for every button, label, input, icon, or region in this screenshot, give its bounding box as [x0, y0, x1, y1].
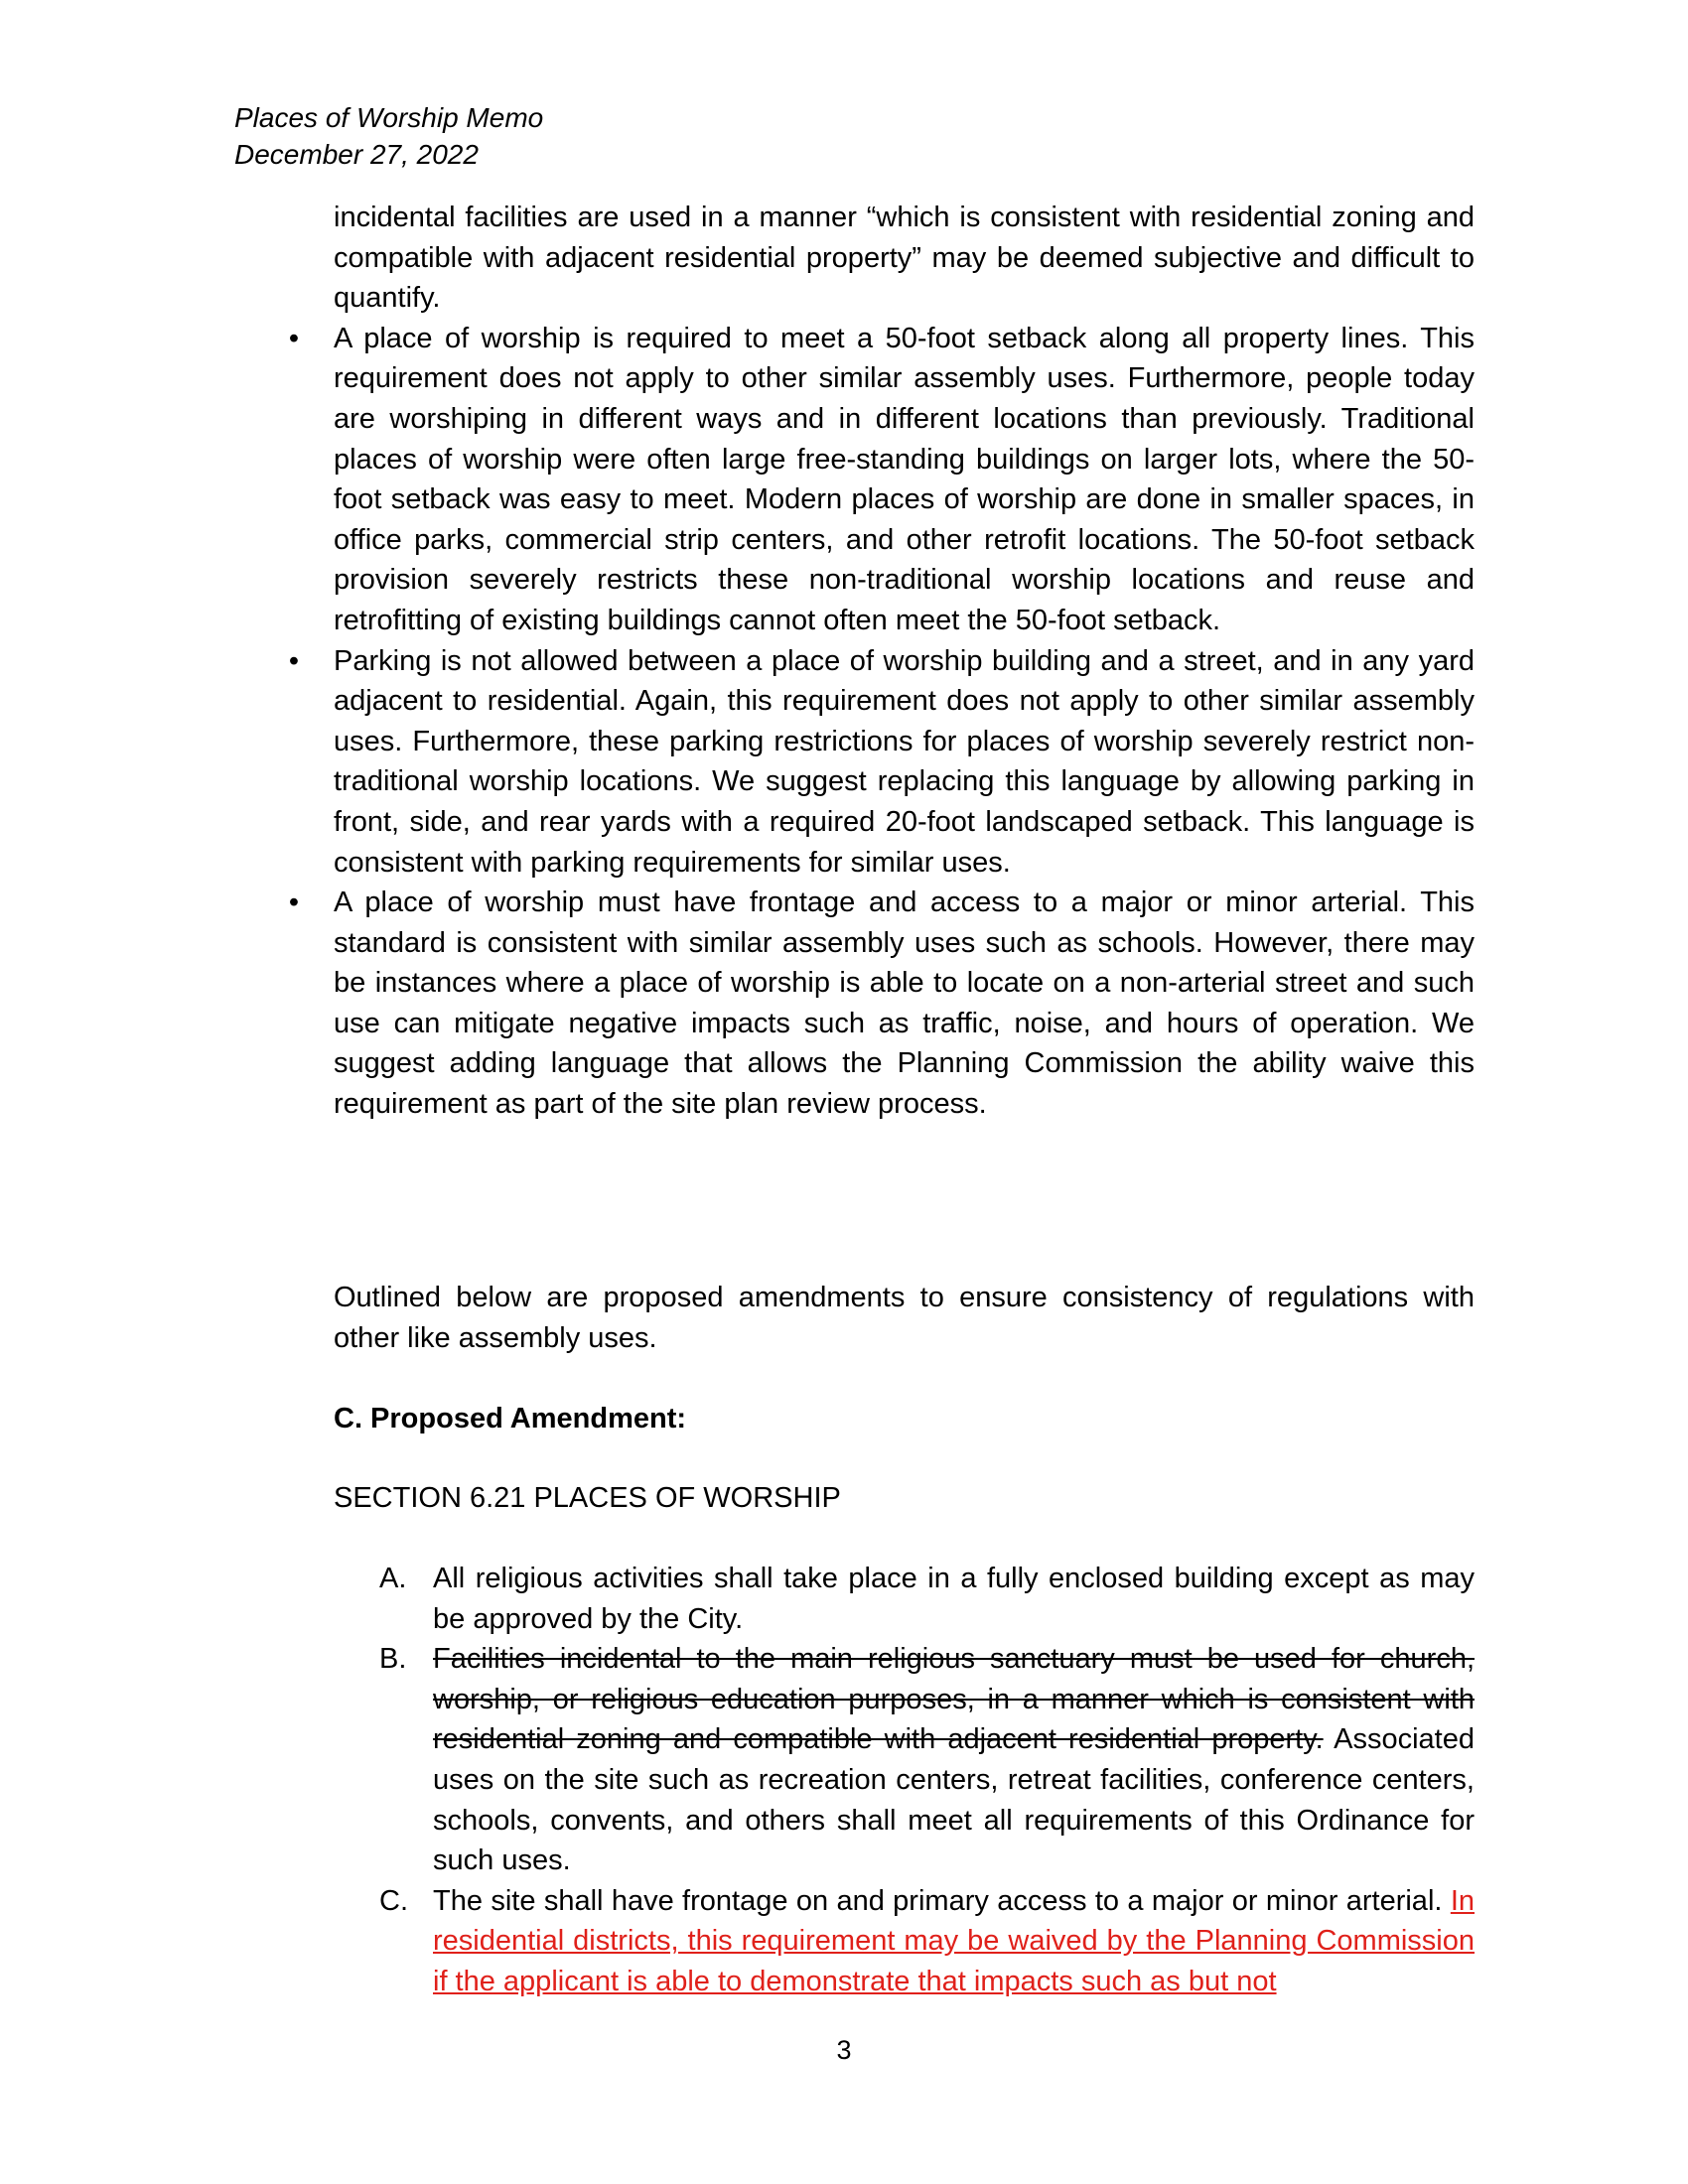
amendment-text: The site shall have frontage on and primary access to a major or minor arterial.	[433, 1884, 1443, 1917]
bullet-dot-icon: •	[288, 887, 300, 919]
added-text: In residential districts, this requirement may be waived by the Planning Commission if the applicant is able to demonstrate that impacts such as but not	[433, 1884, 1475, 1997]
section-title: SECTION 6.21 PLACES OF WORSHIP	[334, 1482, 841, 1514]
page-number: 3	[836, 2035, 852, 2065]
bullet-item-text: A place of worship is required to meet a 50-foot setback along all property lines. This requirement does not apply to other similar assembly uses. Furthermore, people today are worshiping in different ways and in different locations than previously. Traditional places of worship were often large free-standing buildings on larger lots, where the 50-foot setback was easy to meet. Modern places of worship are done in smaller spaces, in office parks, commercial strip centers, and other retrofit locations. The 50-foot setback provision severely restricts these non-traditional worship locations and reuse and retrofitting of existing buildings cannot often meet the 50-foot setback.	[334, 322, 1475, 636]
bullet-continuation-text: incidental facilities are used in a manner “which is consistent with residential zoning and compatible with adjacent residential property” may be deemed subjective and difficult to quantify.	[334, 202, 1475, 315]
outlined-paragraph: Outlined below are proposed amendments to ensure consistency of regulations with other like assembly uses.	[334, 1282, 1475, 1354]
amendment-list	[379, 1559, 1475, 2002]
memo-title: Places of Worship Memo	[234, 102, 544, 133]
bullet-dot-icon: •	[288, 644, 300, 677]
bullet-item	[288, 883, 1475, 1125]
amendment-letter: A.	[379, 1563, 407, 1594]
amendment-item-c	[379, 1881, 1475, 2002]
amendment-text: All religious activities shall take place in a fully enclosed building except as may be approved by the City.	[433, 1563, 1475, 1635]
bullet-item-text: Parking is not allowed between a place of worship building and a street, and in any yard adjacent to residential. Again, this requirement does not apply to other similar assembly uses. Furthermore, these parking restrictions for places of worship severely restrict non-traditional worship locations. We suggest replacing this language by allowing parking in front, side, and rear yards with a required 20-foot landscaped setback. This language is consistent with parking requirements for similar uses.	[334, 644, 1475, 879]
proposed-amendment-heading: C. Proposed Amendment:	[334, 1403, 687, 1434]
bullet-item-text: A place of worship must have frontage and access to a major or minor arterial. This standard is consistent with similar assembly uses such as schools. However, there may be instances where a place of worship is able to locate on a non-arterial street and such use can mitigate negative impacts such as traffic, noise, and hours of operation. We suggest adding language that allows the Planning Commission the ability waive this requirement as part of the site plan review process.	[334, 887, 1475, 1121]
memo-header	[234, 99, 543, 173]
bullet-continuation	[334, 198, 1475, 319]
amendment-item-b	[379, 1639, 1475, 1881]
deleted-text: Facilities incidental to the main religious sanctuary must be used for church, worship, or religious education purposes, in a manner which is consistent with residential zoning and compatible with adjacent residential property.	[433, 1643, 1475, 1756]
amendment-item-a	[379, 1559, 1475, 1639]
memo-date: December 27, 2022	[234, 139, 479, 170]
bullet-dot-icon: •	[288, 322, 300, 354]
amendment-letter: B.	[379, 1643, 407, 1676]
bullet-item	[288, 319, 1475, 641]
bullet-item	[288, 641, 1475, 884]
issues-bullet-list	[288, 198, 1475, 1125]
amendment-letter: C.	[379, 1884, 408, 1917]
amendment-text: Associated uses on the site such as recreation centers, retreat facilities, conference centers, schools, convents, and others shall meet all requirements of this Ordinance for such uses.	[433, 1723, 1475, 1877]
